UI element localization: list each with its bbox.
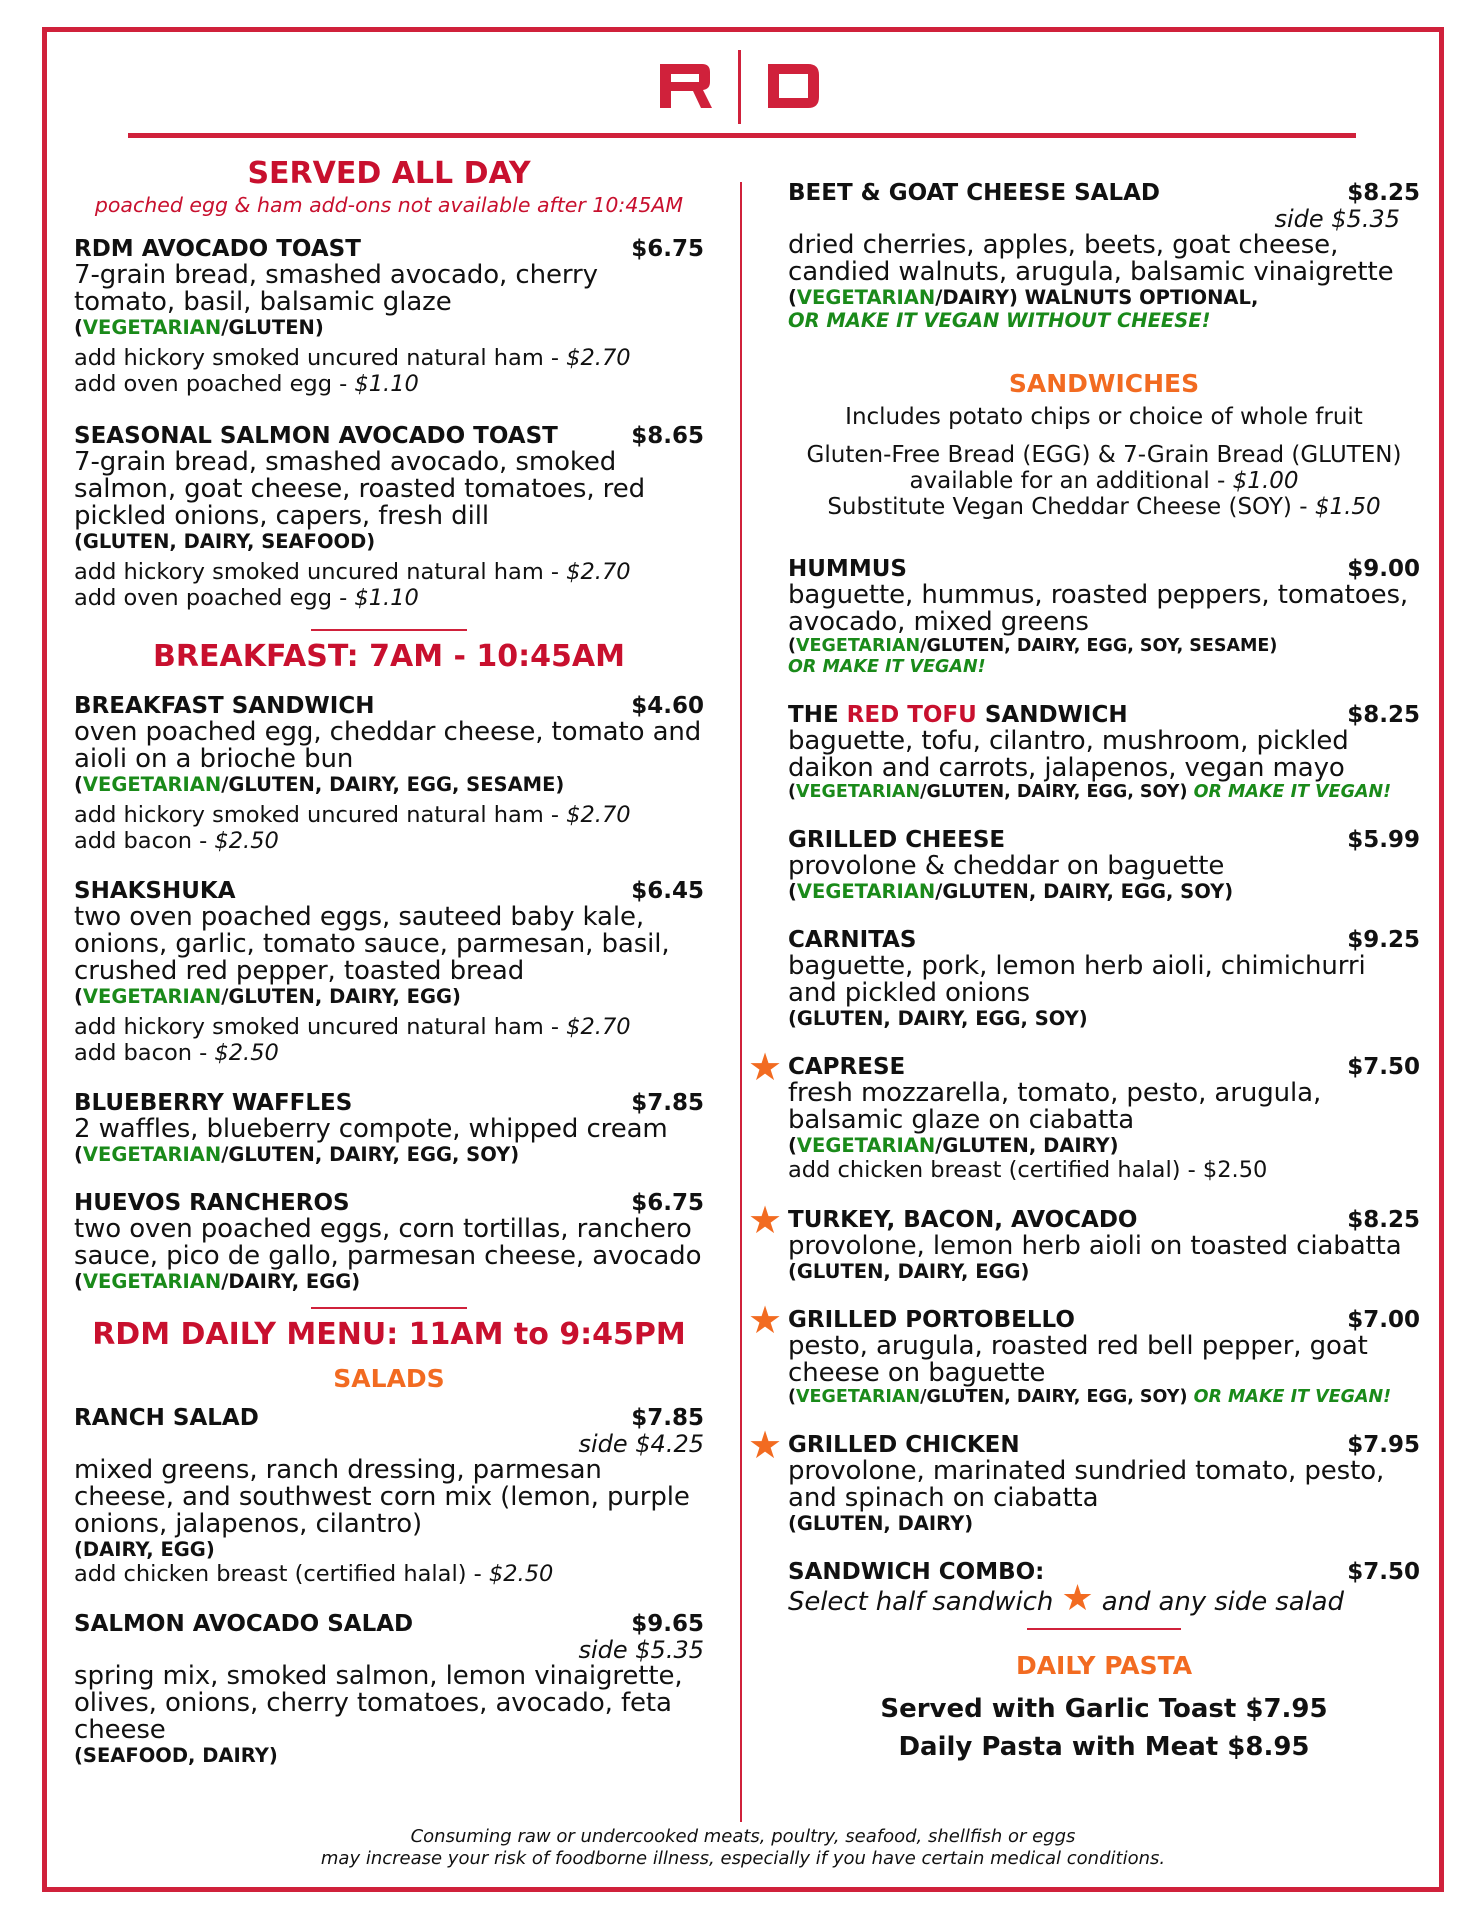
combo-price: $7.50 (1347, 1559, 1420, 1585)
item-price: $7.95 (1347, 1432, 1420, 1458)
item-name: GRILLED CHEESE (788, 827, 1006, 853)
item-tags: (VEGETARIAN/GLUTEN, DAIRY, EGG, SESAME) (74, 773, 565, 796)
menu-item (74, 1611, 704, 1767)
breakfast-title: BREAKFAST: 7AM - 10:45AM (153, 639, 625, 674)
item-name: TURKEY, BACON, AVOCADO (788, 1207, 1138, 1233)
item-side-price: side $4.25 (578, 1430, 704, 1458)
food-safety-disclaimer: Consuming raw or undercooked meats, poultry, seafood, shellfish or eggs may increase your risk of foodborne illness, especially if you have certain medical conditions. (320, 1826, 1166, 1869)
item-name: RANCH SALAD (74, 1405, 259, 1431)
item-tags: (GLUTEN, DAIRY) (788, 1512, 974, 1535)
menu-item (748, 1045, 1420, 1183)
item-addons: add hickory smoked uncured natural ham - $2.70 add oven poached egg - $1.10 (74, 559, 631, 611)
star-icon: ★ (1061, 1578, 1094, 1619)
item-price: $7.85 (631, 1090, 704, 1116)
item-tags: (SEAFOOD, DAIRY) (74, 1744, 278, 1767)
menu-item (74, 423, 704, 611)
pasta-line-1: Served with Garlic Toast $7.95 (880, 1694, 1328, 1724)
item-price: $8.65 (631, 423, 704, 449)
menu-item (74, 878, 704, 1066)
menu-item (788, 702, 1420, 803)
item-name: BLUEBERRY WAFFLES (74, 1090, 353, 1116)
item-tags: (VEGETARIAN/GLUTEN) (74, 316, 324, 339)
item-desc: oven poached egg, cheddar cheese, tomato and aioli on a brioche bun (74, 717, 702, 774)
sandwiches-bread-price: available for an additional - $1.00 (909, 468, 1299, 494)
item-tags: (VEGETARIAN/GLUTEN, DAIRY) (788, 1134, 1119, 1157)
menu-item (788, 827, 1420, 903)
menu-item (748, 1423, 1420, 1535)
item-desc: mixed greens, ranch dressing, parmesan cheese, and southwest corn mix (lemon, purple onions, jalapenos, cilantro) (74, 1455, 690, 1539)
item-tags: (DAIRY, EGG) (74, 1538, 215, 1561)
item-price: $4.60 (631, 693, 704, 719)
star-icon: ★ (748, 1298, 783, 1342)
section-divider (1027, 1628, 1181, 1630)
item-desc: two oven poached eggs, corn tortillas, ranchero sauce, pico de gallo, parmesan cheese, avocado (74, 1214, 702, 1271)
star-icon: ★ (748, 1045, 783, 1089)
item-addons: add chicken breast (certified halal) - $2.50 (74, 1561, 554, 1587)
menu-item (74, 693, 704, 854)
item-name: SHAKSHUKA (74, 878, 236, 904)
pasta-line-2: Daily Pasta with Meat $8.95 (898, 1732, 1310, 1762)
item-desc: pesto, arugula, roasted red bell pepper, goat cheese on baguette (788, 1331, 1368, 1388)
item-tags: (VEGETARIAN/DAIRY) WALNUTS OPTIONAL, (788, 286, 1259, 309)
item-name: BREAKFAST SANDWICH (74, 693, 375, 719)
item-addons: add chicken breast (certified halal) - $2.50 (788, 1157, 1268, 1183)
item-name: THE RED TOFU SANDWICH (788, 702, 1128, 728)
item-tags: (GLUTEN, DAIRY, EGG) (788, 1260, 1030, 1283)
item-desc: provolone & cheddar on baguette (788, 851, 1225, 881)
sandwiches-vegan-cheese: Substitute Vegan Cheddar Cheese (SOY) - $1.50 (827, 494, 1381, 520)
item-desc: provolone, marinated sundried tomato, pesto, and spinach on ciabatta (788, 1456, 1385, 1513)
sandwiches-intro: Includes potato chips or choice of whole fruit (845, 404, 1363, 430)
top-divider (128, 133, 1356, 138)
section-divider (311, 1307, 467, 1309)
item-name: HUMMUS (788, 556, 907, 582)
item-price: $7.00 (1347, 1307, 1420, 1333)
item-name: CARNITAS (788, 927, 917, 953)
item-price: $8.25 (1347, 1207, 1420, 1233)
menu-item (788, 556, 1420, 678)
column-divider (740, 182, 742, 1822)
item-tags: (VEGETARIAN/GLUTEN, DAIRY, EGG, SOY) (788, 880, 1234, 903)
menu-item (788, 927, 1420, 1030)
item-desc: fresh mozzarella, tomato, pesto, arugula, balsamic glaze on ciabatta (788, 1078, 1322, 1135)
daily-pasta-title: DAILY PASTA (1015, 1651, 1193, 1680)
item-name: BEET & GOAT CHEESE SALAD (788, 180, 1160, 206)
item-name: HUEVOS RANCHEROS (74, 1190, 350, 1216)
served-all-day-title: SERVED ALL DAY (247, 156, 531, 191)
item-price: $7.85 (631, 1405, 704, 1431)
rd-logo (656, 48, 826, 126)
section-divider (311, 629, 467, 631)
item-desc: 7-grain bread, smashed avocado, smoked salmon, goat cheese, roasted tomatoes, red pickled onions, capers, fresh dill (74, 447, 645, 531)
item-tags: (GLUTEN, DAIRY, SEAFOOD) (74, 530, 376, 553)
item-price: $8.25 (1347, 702, 1420, 728)
item-desc: provolone, lemon herb aioli on toasted ciabatta (788, 1231, 1402, 1261)
menu-item (748, 1198, 1420, 1283)
salads-title: SALADS (333, 1364, 445, 1393)
menu-item (74, 236, 704, 397)
item-side-price: side $5.35 (578, 1636, 704, 1664)
item-tags: (VEGETARIAN/DAIRY, EGG) (74, 1270, 361, 1293)
item-name: RDM AVOCADO TOAST (74, 236, 361, 262)
menu-item (74, 1090, 704, 1166)
item-desc: 2 waffles, blueberry compote, whipped cream (74, 1114, 668, 1144)
menu-item (748, 1298, 1420, 1408)
item-price: $6.45 (631, 878, 704, 904)
item-price: $5.99 (1347, 827, 1420, 853)
served-all-day-note: poached egg & ham add-ons not available after 10:45AM (94, 193, 684, 217)
item-addons: add hickory smoked uncured natural ham - $2.70 add bacon - $2.50 (74, 802, 631, 854)
daily-menu-title: RDM DAILY MENU: 11AM to 9:45PM (92, 1317, 686, 1352)
item-price: $9.00 (1347, 556, 1420, 582)
item-tags: (GLUTEN, DAIRY, EGG, SOY) (788, 1007, 1088, 1030)
item-addons: add hickory smoked uncured natural ham - $2.70 add oven poached egg - $1.10 (74, 345, 631, 397)
vegan-note: OR MAKE IT VEGAN! (788, 657, 986, 677)
item-price: $6.75 (631, 236, 704, 262)
item-name: SALMON AVOCADO SALAD (74, 1611, 414, 1637)
item-tags: (VEGETARIAN/GLUTEN, DAIRY, EGG, SOY) (74, 1143, 520, 1166)
item-desc: baguette, pork, lemon herb aioli, chimichurri and pickled onions (788, 951, 1366, 1008)
sandwich-combo (788, 1559, 1420, 1619)
menu-item (74, 1405, 704, 1587)
item-name: GRILLED PORTOBELLO (788, 1307, 1075, 1333)
item-desc: dried cherries, apples, beets, goat cheese, candied walnuts, arugula, balsamic vinaigrette (788, 230, 1394, 287)
combo-name: SANDWICH COMBO: (788, 1559, 1045, 1585)
menu-item (74, 1190, 704, 1293)
item-tags: (VEGETARIAN/GLUTEN, DAIRY, EGG) (74, 985, 461, 1008)
sandwiches-bread-note: Gluten-Free Bread (EGG) & 7-Grain Bread (GLUTEN) (806, 442, 1402, 468)
item-side-price: side $5.35 (1274, 205, 1400, 233)
item-price: $9.65 (631, 1611, 704, 1637)
item-name: GRILLED CHICKEN (788, 1432, 1020, 1458)
item-price: $9.25 (1347, 927, 1420, 953)
item-tags: (VEGETARIAN/GLUTEN, DAIRY, EGG, SOY, SESAME) (788, 636, 1278, 656)
item-desc: 7-grain bread, smashed avocado, cherry tomato, basil, balsamic glaze (74, 260, 598, 317)
left-column (74, 156, 704, 1767)
item-desc: baguette, tofu, cilantro, mushroom, pickled daikon and carrots, jalapenos, vegan mayo (788, 726, 1349, 783)
menu-item (788, 180, 1420, 332)
item-addons: add hickory smoked uncured natural ham - $2.70 add bacon - $2.50 (74, 1014, 631, 1066)
right-column (748, 180, 1420, 1766)
star-icon: ★ (748, 1423, 783, 1467)
item-name: CAPRESE (788, 1054, 906, 1080)
item-price: $8.25 (1347, 180, 1420, 206)
item-name: SEASONAL SALMON AVOCADO TOAST (74, 423, 558, 449)
item-price: $6.75 (631, 1190, 704, 1216)
combo-desc: Select half sandwich ★ and any side salad (788, 1578, 1344, 1619)
vegan-note: OR MAKE IT VEGAN WITHOUT CHEESE! (788, 309, 1211, 332)
item-tags: (VEGETARIAN/GLUTEN, DAIRY, EGG, SOY) OR MAKE IT VEGAN! (788, 1387, 1392, 1407)
item-desc: spring mix, smoked salmon, lemon vinaigrette, olives, onions, cherry tomatoes, avocado, feta cheese (74, 1661, 683, 1745)
item-desc: baguette, hummus, roasted peppers, tomatoes, avocado, mixed greens (788, 580, 1409, 637)
item-tags: (VEGETARIAN/GLUTEN, DAIRY, EGG, SOY) OR MAKE IT VEGAN! (788, 782, 1392, 802)
item-desc: two oven poached eggs, sauteed baby kale, onions, garlic, tomato sauce, parmesan, basil, crushed red pepper, toasted bread (74, 902, 670, 986)
sandwiches-title: SANDWICHES (1008, 369, 1200, 398)
item-price: $7.50 (1347, 1054, 1420, 1080)
star-icon: ★ (748, 1198, 783, 1242)
